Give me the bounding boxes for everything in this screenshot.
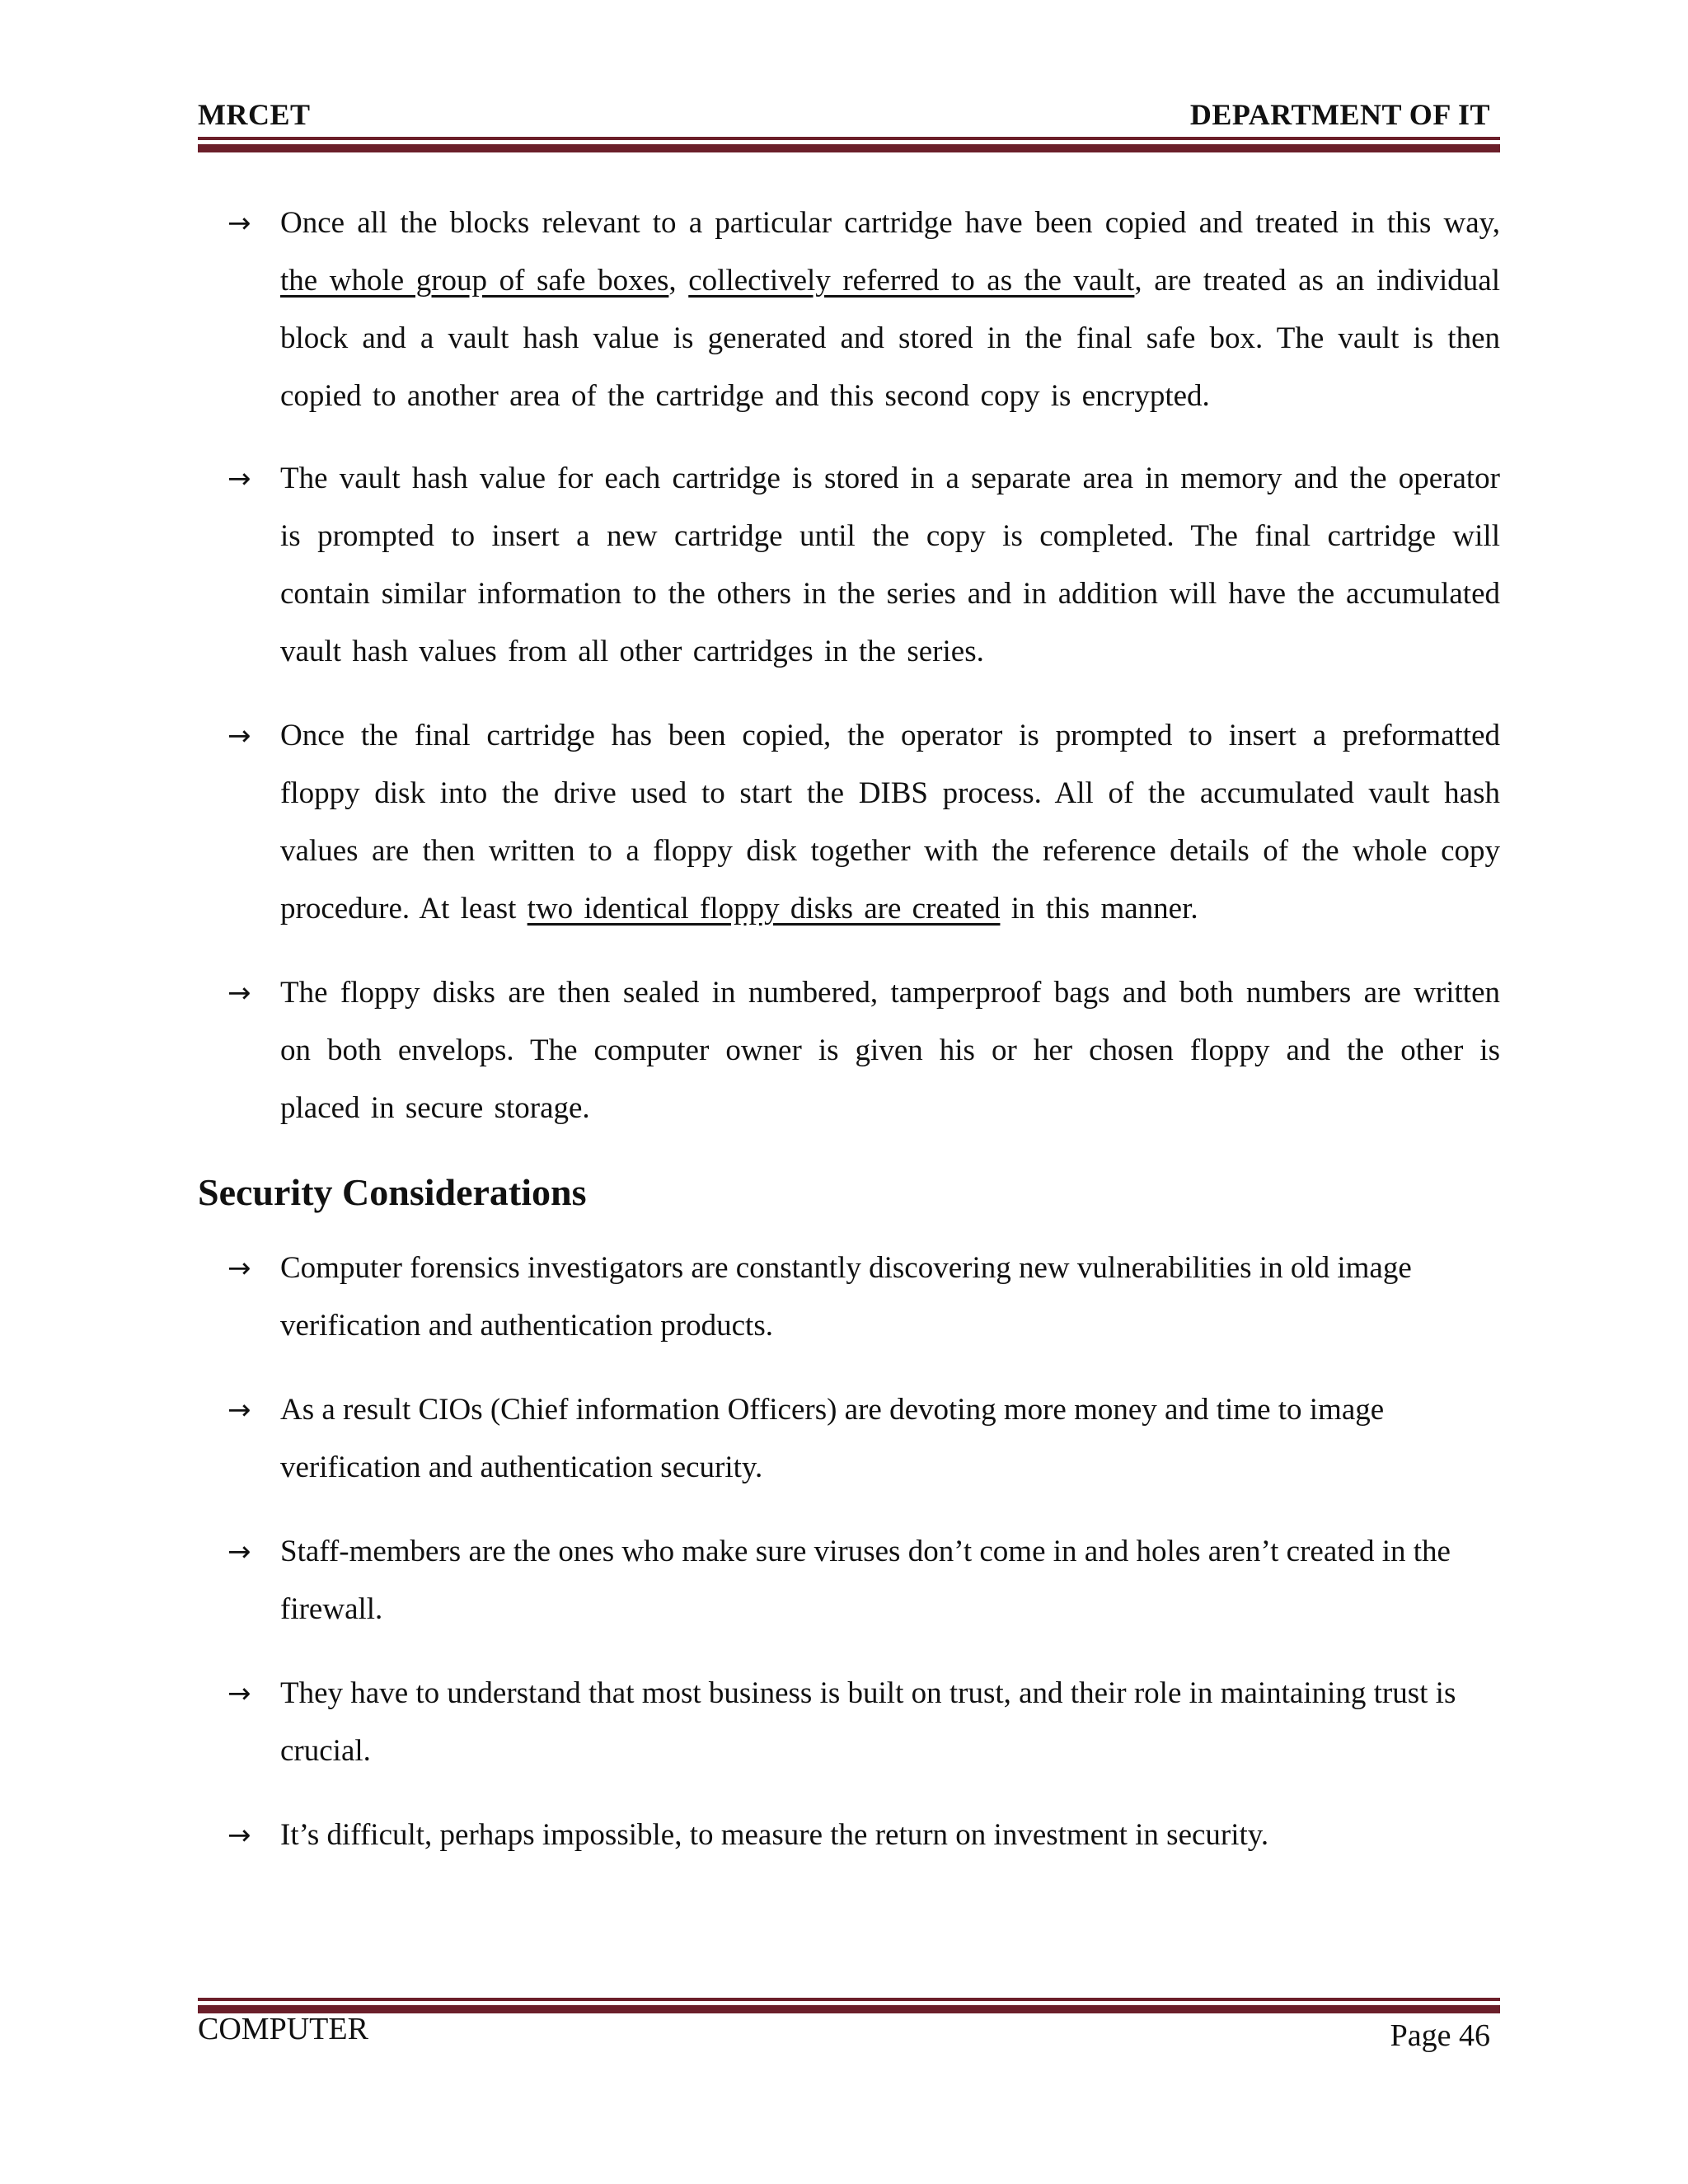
arrow-icon: → bbox=[227, 1535, 251, 1568]
page-header bbox=[198, 97, 1490, 132]
bullet-final-cartridge bbox=[198, 707, 1500, 938]
header-rule bbox=[198, 137, 1500, 152]
arrow-icon: → bbox=[227, 719, 251, 752]
bullet-text: The floppy disks are then sealed in numbered, tamperproof bags and both numbers are written on both envelops. The computer owner is given his or her chosen floppy and the other is placed in secure storage. bbox=[280, 976, 1500, 1125]
bullet-text: in this manner. bbox=[1000, 892, 1198, 926]
page-number: Page 46 bbox=[1390, 2018, 1490, 2053]
bullet-text: They have to understand that most business is built on trust, and their role in maintaining trust is crucial. bbox=[280, 1676, 1456, 1768]
bullet-floppy-disks bbox=[198, 964, 1500, 1137]
bullet-text: The vault hash value for each cartridge is stored in a separate area in memory and the operator is prompted to insert a new cartridge until the copy is completed. The final cartridge will contain similar information to the others in the series and in addition will have the accumulated vault hash values from all other cartridges in the series. bbox=[280, 462, 1500, 668]
page-footer bbox=[198, 2011, 1490, 2054]
arrow-icon: → bbox=[227, 207, 251, 240]
arrow-icon: → bbox=[227, 977, 251, 1010]
arrow-icon: → bbox=[227, 1677, 251, 1710]
header-institution: MRCET bbox=[198, 98, 311, 131]
page-content bbox=[198, 194, 1500, 1891]
bullet-hash-value bbox=[198, 450, 1500, 681]
arrow-icon: → bbox=[227, 1819, 251, 1852]
underlined-phrase: the whole group of safe boxes bbox=[280, 264, 669, 298]
bullet-trust bbox=[198, 1665, 1500, 1780]
header-department: DEPARTMENT OF IT bbox=[1189, 98, 1490, 131]
footer-subject: COMPUTER bbox=[198, 2012, 368, 2046]
bullet-vault bbox=[198, 194, 1500, 425]
bullet-staff bbox=[198, 1523, 1500, 1638]
bullet-text: Once all the blocks relevant to a particular cartridge have been copied and treated in this way, bbox=[280, 206, 1500, 240]
bullet-roi bbox=[198, 1807, 1500, 1864]
section-title: Security Considerations bbox=[198, 1171, 587, 1213]
arrow-icon: → bbox=[227, 1394, 251, 1427]
bullet-text: Staff-members are the ones who make sure viruses don’t come in and holes aren’t created in the firewall. bbox=[280, 1535, 1451, 1626]
bullet-text: , bbox=[668, 264, 689, 298]
bullet-text: Once the final cartridge has been copied, the operator is prompted to insert a preformatted floppy disk into the drive used to start the DIBS process. All of the accumulated vault hash values are then written to a floppy disk together with the reference details of the whole copy procedure. At least bbox=[280, 719, 1500, 926]
underlined-phrase: two identical floppy disks are created bbox=[527, 892, 1001, 926]
bullet-text: As a result CIOs (Chief information Officers) are devoting more money and time to image verification and authentication security. bbox=[280, 1393, 1385, 1484]
bullet-cios bbox=[198, 1381, 1500, 1497]
arrow-icon: → bbox=[227, 1252, 251, 1285]
bullet-text: Computer forensics investigators are constantly discovering new vulnerabilities in old image verification and authentication products. bbox=[280, 1251, 1412, 1343]
bullet-text: It’s difficult, perhaps impossible, to measure the return on investment in security. bbox=[280, 1818, 1269, 1852]
underlined-phrase: collectively referred to as the vault bbox=[688, 264, 1135, 298]
arrow-icon: → bbox=[227, 462, 251, 495]
bullet-forensics bbox=[198, 1240, 1500, 1355]
bullet-text: , are treated as an individual block and a vault hash value is generated and stored in the final safe box. The vault is then copied to another area of the cartridge and this second copy is encrypted. bbox=[280, 264, 1501, 413]
